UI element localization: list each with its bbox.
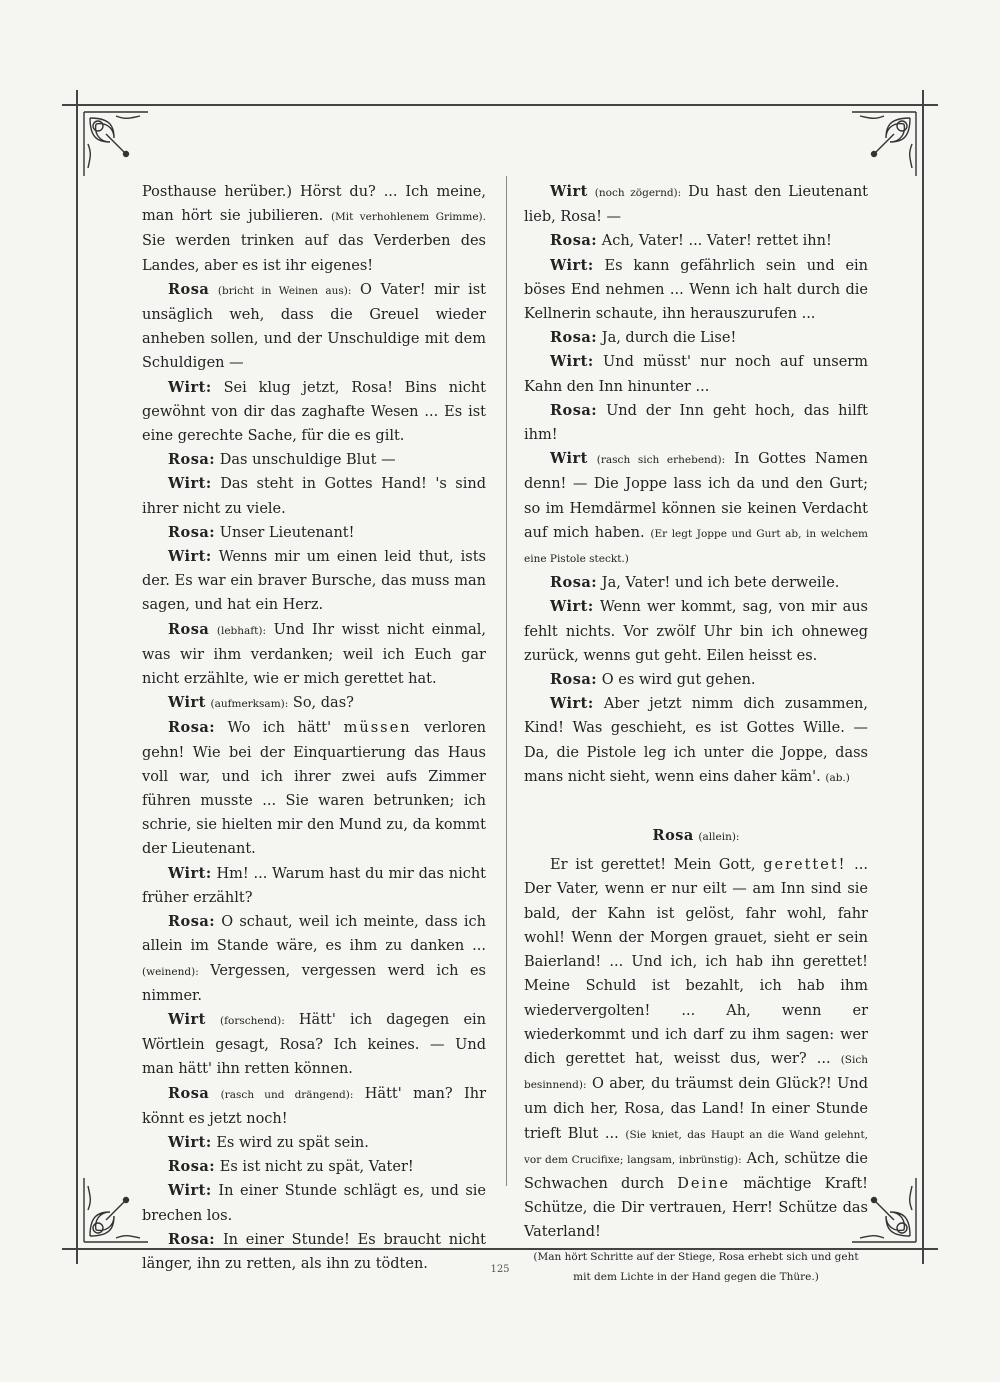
- speech-paragraph: Rosa: Ach, Vater! ... Vater! rettet ihn!: [550, 232, 832, 250]
- speaker-name: Rosa: [168, 620, 210, 638]
- speech-paragraph: Wirt (forschend): Hätt' ich dagegen ein Wörtlein gesagt, Rosa? Ich keines. — Und man hätt' ihn retten können.: [142, 1010, 486, 1078]
- speaker-name: Rosa:: [168, 451, 216, 469]
- frame-left-rule: [76, 90, 78, 1264]
- speech-paragraph: Wirt: Es kann gefährlich sein und ein böses End nehmen ... Wenn ich halt durch die Kellnerin schaute, ihn herauszurufen ...: [524, 256, 868, 323]
- speaker-name: Rosa:: [550, 401, 598, 419]
- speaker-name: Wirt:: [168, 864, 212, 882]
- left-column: [142, 180, 486, 1276]
- speech-paragraph: Wirt: Und müsst' nur noch auf unserm Kahn den Inn hinunter ...: [524, 353, 868, 395]
- page-number: 125: [490, 1264, 510, 1275]
- speaker-name: Wirt:: [168, 475, 212, 493]
- speaker-name: Rosa:: [168, 1158, 216, 1176]
- paragraph-continuation: Posthause herüber.) Hörst du? ... Ich meine, man hört sie jubilieren. (Mit verhohlenem Grimme). Sie werden trinken auf das Verderben des Landes, aber es ist ihr eigenes!: [142, 184, 486, 274]
- monologue-paragraph: Er ist gerettet! Mein Gott, gerettet! ... Der Vater, wenn er nur eilt — am Inn sind sie bald, der Kahn ist gelöst, fahr wohl, fahr wohl! Wenn der Morgen grauet, sieht er sein Baierland! ... Und ich, ich hab ihn gerettet! Meine Schuld ist bezahlt, ich hab ihm wiedervergolten! ... Ah, wenn er wiederkommt und ich darf zu ihm sagen: wer dich gerettet hat, weisst dus, wer? ... (Sich besinnend): O aber, du träumst dein Glück?! Und um dich her, Rosa, das Land! In einer Stunde trieft Blut ... (Sie kniet, das Haupt an die Wand gelehnt, vor dem Crucifixe; langsam, inbrünstig): Ach, schütze die Schwachen durch Deine mächtige Kraft! Schütze, die Dir vertrauen, Herr! Schütze das Vaterland!: [524, 857, 869, 1241]
- speaker-name: Rosa:: [550, 329, 598, 347]
- speech-paragraph: Wirt: Wenns mir um einen leid thut, ists der. Es war ein braver Bursche, das muss man sagen, und hat ein Herz.: [142, 548, 486, 614]
- speech-paragraph: Wirt: Aber jetzt nimm dich zusammen, Kind! Was geschieht, es ist Gottes Wille. — Da, die Pistole leg ich unter die Joppe, dass mans nicht sieht, wenn eins daher käm'. (ab.): [524, 695, 868, 785]
- speaker-name: Rosa:: [168, 719, 216, 737]
- speech-paragraph: Rosa: Ja, durch die Lise!: [550, 329, 737, 347]
- speech-paragraph: Wirt (rasch sich erhebend): In Gottes Namen denn! — Die Joppe lass ich da und den Gurt; so im Hemdärmel können sie keinen Verdacht auf mich haben. (Er legt Joppe und Gurt ab, in welchem eine Pistole steckt.): [524, 450, 868, 566]
- speaker-name: Wirt:: [550, 353, 594, 371]
- right-column: [524, 180, 868, 1287]
- speech-paragraph: Wirt: Wenn wer kommt, sag, von mir aus fehlt nichts. Vor zwölf Uhr bin ich ohneweg zurück, wenns gut geht. Eilen heisst es.: [524, 598, 868, 664]
- speech-paragraph: Rosa (rasch und drängend): Hätt' man? Ihr könnt es jetzt noch!: [142, 1084, 486, 1127]
- speech-paragraph: Rosa: Ja, Vater! und ich bete derweile.: [550, 574, 840, 592]
- speaker-name: Rosa: [168, 1084, 210, 1102]
- speech-paragraph: Wirt: In einer Stunde schlägt es, und sie brechen los.: [142, 1182, 486, 1224]
- speaker-name: Wirt: [168, 694, 206, 712]
- speech-paragraph: Rosa: Es ist nicht zu spät, Vater!: [168, 1158, 414, 1176]
- speaker-name: Wirt: [550, 183, 588, 200]
- frame-top-rule: [62, 104, 938, 106]
- speech-paragraph: Wirt (noch zögernd): Du hast den Lieutenant lieb, Rosa! —: [524, 183, 868, 226]
- speech-paragraph: Rosa: Das unschuldige Blut —: [168, 451, 396, 469]
- speaker-name: Rosa: [168, 280, 210, 298]
- speaker-name: Rosa:: [550, 671, 598, 689]
- speech-paragraph: Wirt: Hm! ... Warum hast du mir das nicht früher erzählt?: [142, 864, 486, 906]
- speaker-name: Rosa: [652, 827, 694, 845]
- speech-paragraph: Wirt: Das steht in Gottes Hand! 's sind ihrer nicht zu viele.: [142, 475, 486, 517]
- speaker-name: Wirt: [550, 450, 588, 468]
- speech-paragraph: Wirt: Es wird zu spät sein.: [168, 1133, 369, 1151]
- speech-paragraph: Rosa: In einer Stunde! Es braucht nicht länger, ihn zu retten, als ihn zu tödten.: [142, 1230, 486, 1272]
- speaker-name: Rosa:: [550, 574, 598, 592]
- corner-ornament-top-left: [80, 108, 152, 180]
- speaker-name: Wirt:: [550, 695, 594, 713]
- speaker-name: Wirt:: [168, 1133, 212, 1151]
- speaker-name: Wirt:: [550, 598, 594, 616]
- column-divider: [506, 176, 507, 1186]
- corner-ornament-top-right: [848, 108, 920, 180]
- speaker-name: Rosa:: [168, 1230, 216, 1248]
- speech-paragraph: Rosa: O schaut, weil ich meinte, dass ich allein im Stande wäre, es ihm zu danken ... (weinend): Vergessen, vergessen werd ich es nimmer.: [142, 913, 486, 1004]
- speaker-name: Rosa:: [168, 523, 216, 541]
- speech-paragraph: Wirt (aufmerksam): So, das?: [168, 694, 354, 712]
- speaker-name: Wirt:: [168, 378, 212, 396]
- speaker-name: Rosa:: [550, 232, 598, 250]
- monologue-heading: Rosa (allein):: [652, 827, 740, 845]
- speaker-name: Wirt:: [550, 256, 594, 274]
- speech-paragraph: Wirt: Sei klug jetzt, Rosa! Bins nicht gewöhnt von dir das zaghafte Wesen ... Es ist eine gerechte Sache, für die es gilt.: [142, 378, 486, 445]
- speech-paragraph: Rosa: Wo ich hätt' müssen verloren gehn! Wie bei der Einquartierung das Haus voll war, und ich ihrer zwei aufs Zimmer führen musste ... Sie waren betrunken; ich schrie, sie hielten mir den Mund zu, da kommt der Lieutenant.: [142, 719, 486, 858]
- speech-paragraph: Rosa (lebhaft): Und Ihr wisst nicht einmal, was wir ihm verdanken; weil ich Euch gar nicht erzählte, wie er mich gerettet hat.: [142, 620, 487, 688]
- closing-stage-direction: (Man hört Schritte auf der Stiege, Rosa erhebt sich und geht mit dem Lichte in der Hand gegen die Thüre.): [533, 1250, 859, 1283]
- speaker-name: Wirt: [168, 1010, 206, 1028]
- speaker-name: Wirt:: [168, 1182, 212, 1200]
- speech-paragraph: Rosa (bricht in Weinen aus): O Vater! mir ist unsäglich weh, dass die Greuel wieder anheben sollen, und der Unschuldige mit dem Schuldigen —: [142, 280, 486, 372]
- speaker-name: Rosa:: [168, 913, 216, 931]
- speech-paragraph: Rosa: O es wird gut gehen.: [550, 671, 756, 689]
- speech-paragraph: Rosa: Unser Lieutenant!: [168, 523, 355, 541]
- speaker-name: Wirt:: [168, 548, 212, 566]
- frame-right-rule: [922, 90, 924, 1264]
- speech-paragraph: Rosa: Und der Inn geht hoch, das hilft ihm!: [524, 401, 868, 444]
